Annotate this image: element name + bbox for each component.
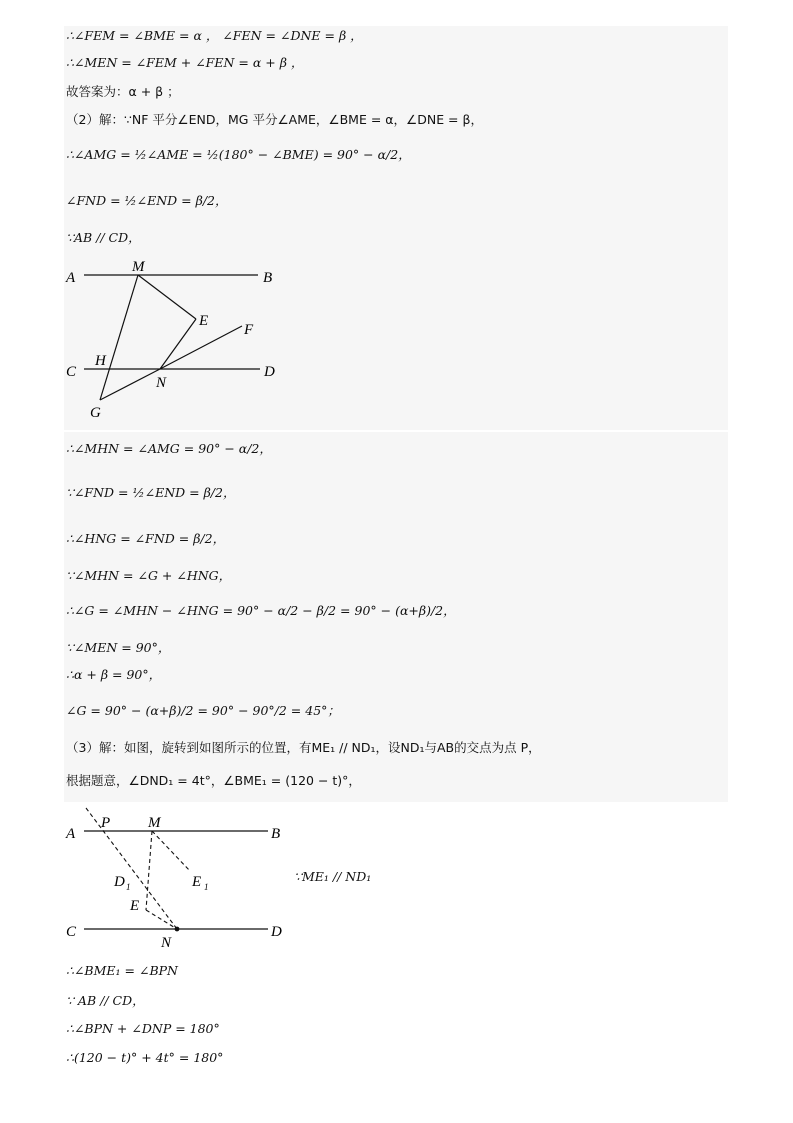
text-line-20: ∴∠BPN + ∠DNP = 180° xyxy=(66,1021,220,1036)
label-P: P xyxy=(101,815,111,831)
text-line-5: ∴∠AMG = ½∠AME = ½(180° − ∠BME) = 90° − α/2， xyxy=(66,147,411,162)
label-H: H xyxy=(95,353,106,369)
text-line-4: （2）解：∵NF 平分∠END，MG 平分∠AME，∠BME = α，∠DNE = β， xyxy=(66,112,483,127)
text-line-19: ∵ AB // CD， xyxy=(66,993,145,1008)
label-N2: N xyxy=(161,935,172,951)
text-line-21: ∴(120 − t)° + 4t° = 180° xyxy=(66,1050,224,1065)
label-C2: C xyxy=(66,924,77,940)
label-G: G xyxy=(90,405,101,421)
text-line-7: ∵AB // CD， xyxy=(66,230,141,245)
label-D1-sub: 1 xyxy=(126,882,131,892)
label-C: C xyxy=(66,364,77,380)
text-line-3: 故答案为：α + β ； xyxy=(66,84,180,99)
label-A2: A xyxy=(66,826,76,842)
text-line-2: ∴∠MEN = ∠FEM + ∠FEN = α + β ， xyxy=(66,55,304,70)
label-B2: B xyxy=(271,826,281,842)
text-line-11: ∵∠MHN = ∠G + ∠HNG， xyxy=(66,568,232,583)
label-E1: E xyxy=(192,874,202,890)
label-M: M xyxy=(132,259,145,275)
label-E2: E xyxy=(130,898,140,914)
label-N: N xyxy=(156,375,167,391)
geometry-figure-2 xyxy=(62,806,302,956)
text-line-17: 根据题意，∠DND₁ = 4t°，∠BME₁ = (120 − t)°， xyxy=(66,773,361,788)
text-line-6: ∠FND = ½∠END = β/2， xyxy=(66,193,228,208)
label-A: A xyxy=(66,270,76,286)
text-line-12: ∴∠G = ∠MHN − ∠HNG = 90° − α/2 − β/2 = 90° − (α+β)/2， xyxy=(66,603,456,618)
label-D1: D xyxy=(114,874,125,890)
text-line-9: ∵∠FND = ½∠END = β/2， xyxy=(66,485,236,500)
label-E1-sub: 1 xyxy=(204,882,209,892)
text-line-13: ∵∠MEN = 90°， xyxy=(66,640,171,655)
text-line-14: ∴α + β = 90°， xyxy=(66,667,162,682)
label-B: B xyxy=(263,270,273,286)
label-E: E xyxy=(199,313,209,329)
text-line-16: （3）解：如图，旋转到如图所示的位置，有ME₁ // ND₁，设ND₁与AB的交点为点 P， xyxy=(66,740,541,755)
text-line-8: ∴∠MHN = ∠AMG = 90° − α/2， xyxy=(66,441,272,456)
text-line-10: ∴∠HNG = ∠FND = β/2， xyxy=(66,531,226,546)
label-D: D xyxy=(264,364,275,380)
parallel-note: ∵ME₁ // ND₁ xyxy=(294,869,372,884)
label-F: F xyxy=(244,322,254,338)
label-M2: M xyxy=(148,815,161,831)
text-line-18: ∴∠BME₁ = ∠BPN xyxy=(66,963,178,978)
text-line-1: ∴∠FEM = ∠BME = α ， ∠FEN = ∠DNE = β ， xyxy=(66,28,363,43)
text-line-15: ∠G = 90° − (α+β)/2 = 90° − 90°/2 = 45°； xyxy=(66,703,340,718)
geometry-figure-1 xyxy=(62,256,292,426)
label-D2: D xyxy=(271,924,282,940)
